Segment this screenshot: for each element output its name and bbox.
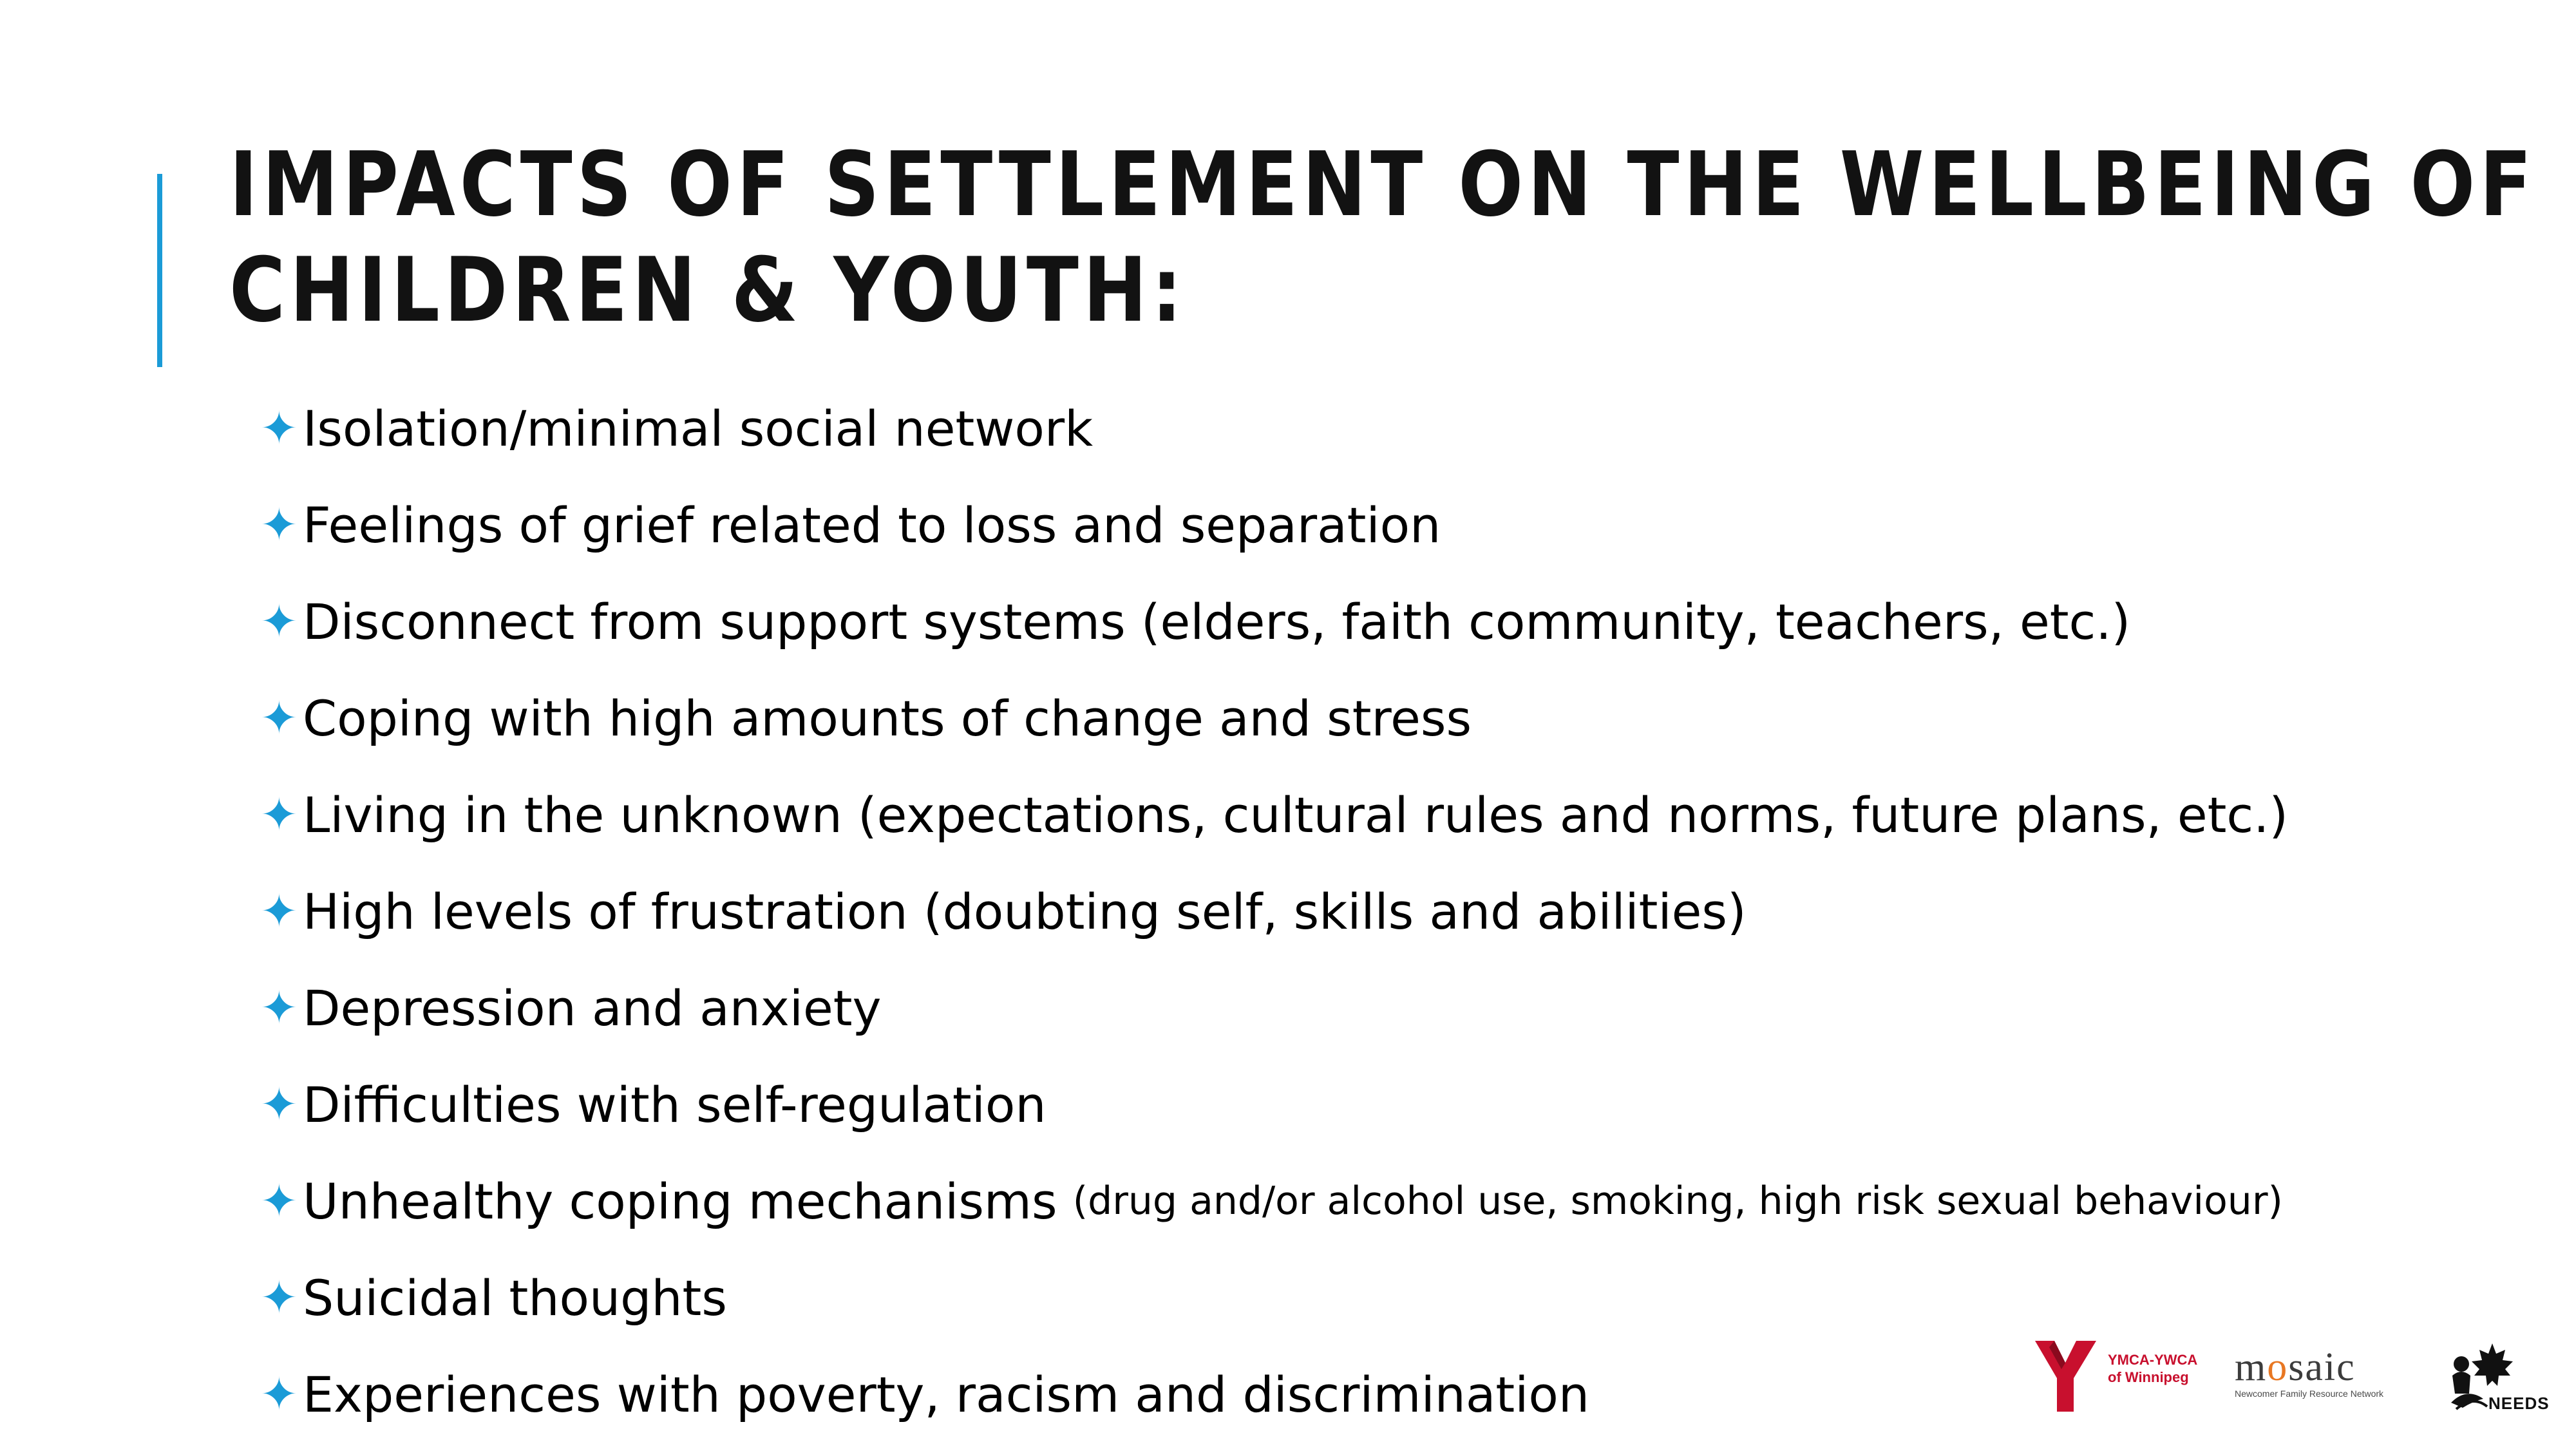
bullet-text: Experiences with poverty, racism and discrimination xyxy=(303,1365,1590,1423)
bullet-item xyxy=(260,380,2288,477)
bullet-text: Depression and anxiety xyxy=(303,979,882,1037)
ymca-name-line-1: YMCA-YWCA xyxy=(2108,1352,2198,1368)
four-point-star-icon: ✦ xyxy=(260,1271,298,1324)
bullet-item xyxy=(260,573,2288,670)
bullet-list xyxy=(260,380,2288,1443)
four-point-star-icon: ✦ xyxy=(260,1078,298,1131)
mosaic-wordmark: mosaic xyxy=(2235,1345,2356,1389)
bullet-item xyxy=(260,1056,2288,1153)
bullet-text: High levels of frustration (doubting self, skills and abilities) xyxy=(303,882,1747,940)
bullet-item xyxy=(260,766,2288,863)
four-point-star-icon: ✦ xyxy=(260,595,298,648)
four-point-star-icon: ✦ xyxy=(260,692,298,744)
title-line-2: CHILDREN & YOUTH: xyxy=(229,238,1187,342)
bullet-item xyxy=(260,1153,2288,1249)
four-point-star-icon: ✦ xyxy=(260,788,298,841)
bullet-text: Suicidal thoughts xyxy=(303,1269,727,1327)
bullet-item xyxy=(260,863,2288,960)
ymca-y-icon xyxy=(2035,1341,2096,1412)
mosaic-subtitle: Newcomer Family Resource Network xyxy=(2235,1388,2384,1399)
four-point-star-icon: ✦ xyxy=(260,498,298,551)
bullet-text: Disconnect from support systems (elders, faith community, teachers, etc.) xyxy=(303,592,2131,650)
title-line-1: IMPACTS OF SETTLEMENT ON THE WELLBEING OF xyxy=(229,133,2537,236)
four-point-star-icon: ✦ xyxy=(260,402,298,455)
four-point-star-icon: ✦ xyxy=(260,885,298,938)
slide-title xyxy=(229,132,2537,343)
partner-logos xyxy=(2035,1340,2563,1417)
needs-logo xyxy=(2447,1340,2563,1417)
four-point-star-icon: ✦ xyxy=(260,1368,298,1421)
mosaic-logo xyxy=(2235,1345,2409,1416)
mosaic-o-icon: o xyxy=(2267,1345,2289,1389)
bullet-item xyxy=(260,477,2288,573)
title-accent-bar xyxy=(157,174,162,367)
bullet-item xyxy=(260,1346,2288,1443)
bullet-item xyxy=(260,960,2288,1056)
bullet-text: Feelings of grief related to loss and separation xyxy=(303,496,1441,554)
needs-wordmark: NEEDS xyxy=(2488,1394,2550,1413)
bullet-text: Isolation/minimal social network xyxy=(303,399,1094,457)
ymca-logo xyxy=(2035,1340,2209,1417)
ymca-name-line-2: of Winnipeg xyxy=(2108,1369,2189,1385)
bullet-item xyxy=(260,1249,2288,1346)
bullet-text: Unhealthy coping mechanisms xyxy=(303,1172,1057,1230)
four-point-star-icon: ✦ xyxy=(260,1175,298,1227)
bullet-note: (drug and/or alcohol use, smoking, high risk sexual behaviour) xyxy=(1072,1179,2283,1224)
bullet-item xyxy=(260,670,2288,766)
bullet-text: Difficulties with self-regulation xyxy=(303,1075,1046,1133)
bullet-text: Coping with high amounts of change and stress xyxy=(303,689,1472,747)
bullet-text: Living in the unknown (expectations, cultural rules and norms, future plans, etc.) xyxy=(303,786,2289,844)
four-point-star-icon: ✦ xyxy=(260,981,298,1034)
